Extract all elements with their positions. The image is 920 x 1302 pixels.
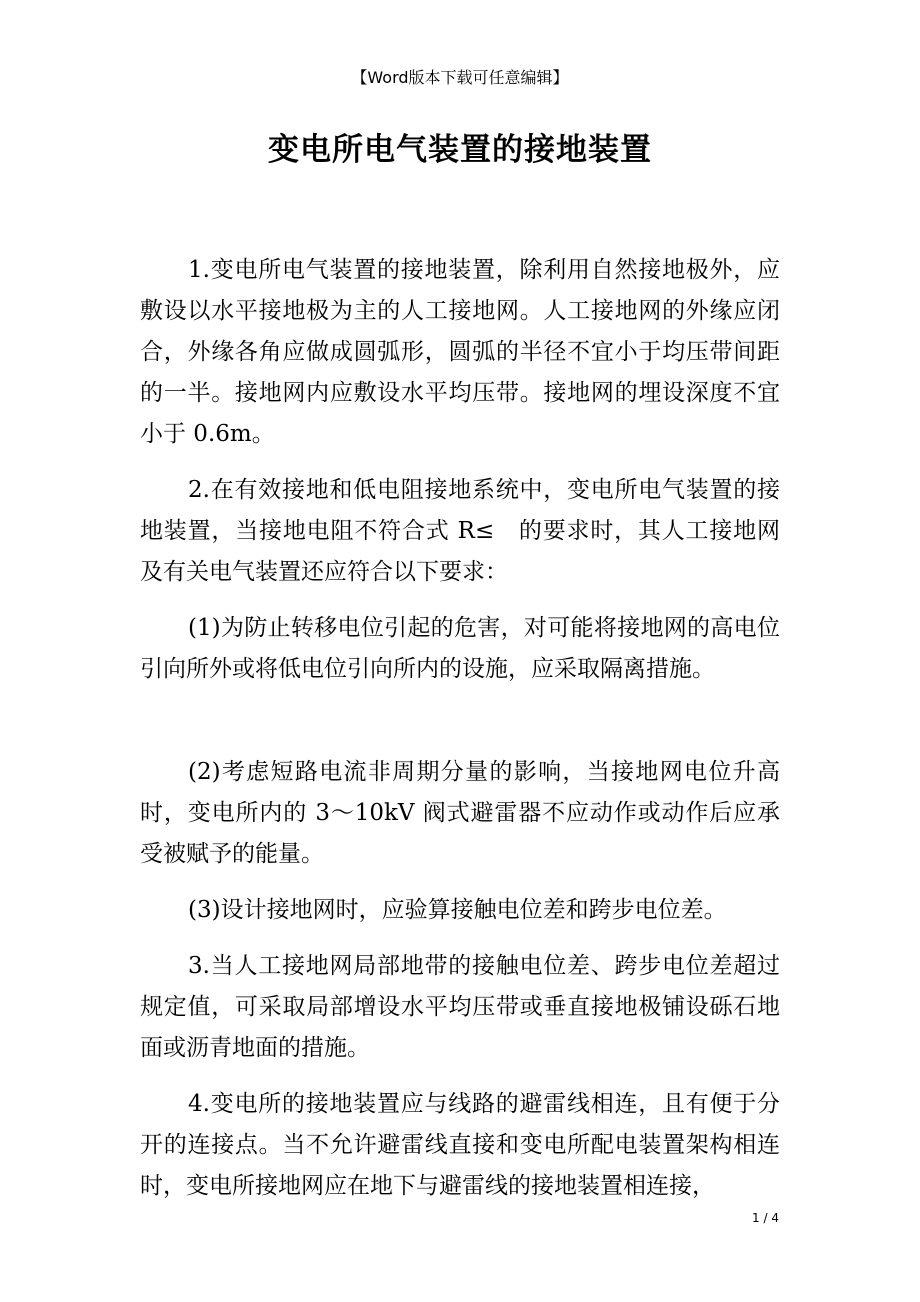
paragraph-2: 2.在有效接地和低电阻接地系统中，变电所电气装置的接地装置，当接地电阻不符合式 R≤ 的要求时，其人工接地网及有关电气装置还应符合以下要求： bbox=[140, 477, 780, 585]
document-title: 变电所电气装置的接地装置 bbox=[268, 132, 652, 168]
paragraph-2-item-2: (2)考虑短路电流非周期分量的影响，当接地网电位升高时，变电所内的 3～10kV 阀式避雷器不应动作或动作后应承受被赋予的能量。 bbox=[140, 759, 780, 867]
paragraph-4: 4.变电所的接地装置应与线路的避雷线相连，且有便于分开的连接点。当不允许避雷线直接和变电所配电装置架构相连时，变电所接地网应在地下与避雷线的接地装置相连接， bbox=[140, 1091, 780, 1199]
header-note: 【Word版本下载可任意编辑】 bbox=[351, 68, 569, 87]
paragraph-1: 1.变电所电气装置的接地装置，除利用自然接地极外，应敷设以水平接地极为主的人工接地网。人工接地网的外缘应闭合，外缘各角应做成圆弧形，圆弧的半径不宜小于均压带间距的一半。接地网内应敷设水平均压带。接地网的埋设深度不宜小于 0.6m。 bbox=[140, 257, 780, 447]
paragraph-2-item-3: (3)设计接地网时，应验算接触电位差和跨步电位差。 bbox=[188, 897, 727, 923]
paragraph-3: 3.当人工接地网局部地带的接触电位差、跨步电位差超过规定值，可采取局部增设水平均压带或垂直接地极铺设砾石地面或沥青地面的措施。 bbox=[140, 953, 780, 1061]
page-number: 1 / 4 bbox=[752, 1211, 779, 1225]
paragraph-2-item-1: (1)为防止转移电位引起的危害，对可能将接地网的高电位引向所外或将低电位引向所内的设施，应采取隔离措施。 bbox=[140, 615, 780, 682]
document-body bbox=[140, 250, 780, 1207]
